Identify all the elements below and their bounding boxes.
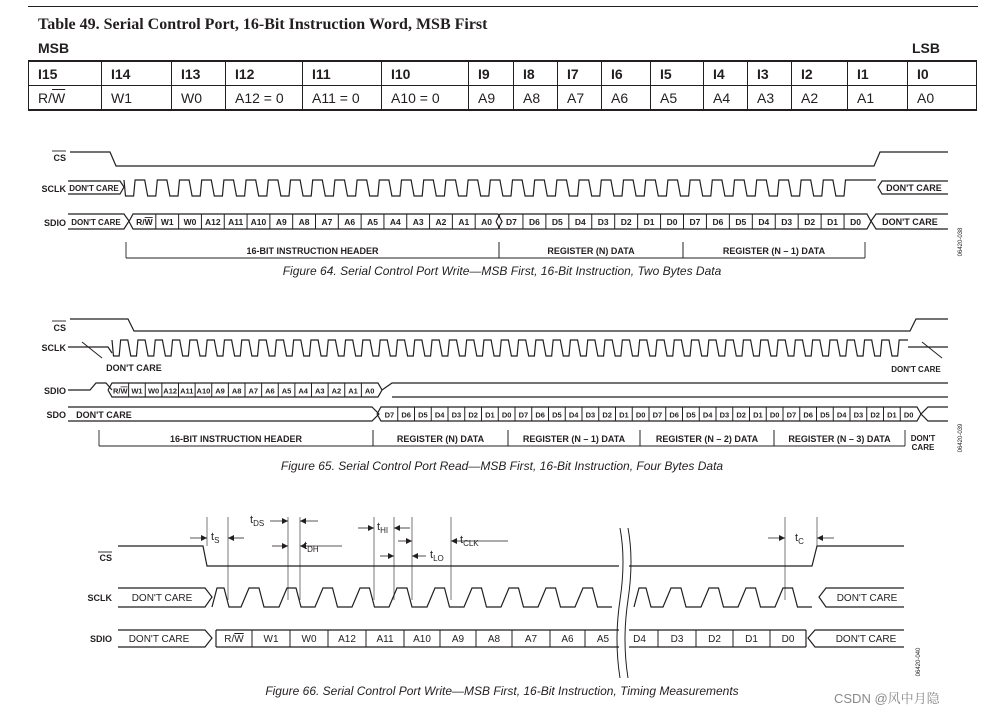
fig64-header-bit: A11	[228, 217, 244, 227]
fig65-data-bit: D7	[384, 410, 395, 420]
fig66-bit: A8	[487, 634, 501, 645]
bit-value-cell: A9	[469, 86, 514, 111]
fig64-header-bit: A8	[298, 217, 310, 227]
fig66-timing-tc: $t_C$	[795, 532, 804, 546]
fig65-data-bit: D7	[652, 410, 663, 420]
fig66-bit: A12	[338, 634, 356, 645]
fig66-bit: D3	[670, 634, 684, 645]
bit-value-cell: A6	[602, 86, 651, 111]
fig65-group-label: REGISTER (N – 1) DATA	[522, 434, 626, 444]
fig65-header-bit: A0	[364, 386, 375, 396]
fig64-group-label: REGISTER (N – 1) DATA	[722, 246, 826, 256]
fig66-bit: D2	[708, 634, 721, 645]
fig65-data-bit: D0	[635, 410, 646, 420]
fig64-header-bit: R/W	[136, 217, 153, 227]
fig65-sclk-dc-hatch	[82, 342, 102, 358]
fig66-sdio-label: SDIO	[89, 634, 112, 644]
bit-value-cell: A5	[651, 86, 704, 111]
fig66-bit: D1	[745, 634, 758, 645]
bit-value-cell: A3	[748, 86, 792, 111]
fig64-caption: Figure 64. Serial Control Port Write—MSB First, 16-Bit Instruction, Two Bytes Data	[282, 264, 722, 278]
bit-header-cell: I14	[102, 61, 172, 86]
fig64-header-bit: A3	[412, 217, 424, 227]
fig65-sdo-label: SDO	[46, 410, 66, 420]
fig64-group-label: REGISTER (N) DATA	[547, 246, 635, 256]
fig65-data-bit: D4	[568, 410, 579, 420]
fig65-data-bit: D3	[451, 410, 462, 420]
bit-header-cell: I9	[469, 61, 514, 86]
bit-header-cell: I1	[848, 61, 908, 86]
fig64-data-bit: D1	[827, 217, 839, 227]
fig65-sclk-dc-hatch-r	[922, 342, 942, 358]
fig65-data-bit: D4	[702, 410, 713, 420]
fig64-header-bit: A7	[321, 217, 333, 227]
fig66-side-id: 06420-040	[916, 647, 922, 677]
fig65-data-bit: D4	[836, 410, 847, 420]
bit-header-cell: I4	[704, 61, 748, 86]
fig65-data-bit: D1	[887, 410, 897, 420]
bit-value-cell: A8	[514, 86, 558, 111]
fig65-data-bit: D2	[870, 410, 880, 420]
fig64-data-bit: D0	[666, 217, 678, 227]
fig66-bit: W0	[301, 634, 317, 645]
fig66-sclk-dontcare-text: DON'T CARE	[131, 593, 193, 604]
fig65-sclk-waveform	[112, 340, 908, 356]
bit-value-cell: $R/\overline{W}$	[29, 86, 102, 111]
fig65-data-bit: D2	[602, 410, 612, 420]
fig65-header-bit: W1	[131, 386, 143, 396]
fig65-data-bit: D0	[903, 410, 914, 420]
fig64-header-bit: W1	[160, 217, 174, 227]
fig66-bit: D4	[633, 634, 646, 645]
fig64-cs-label: CS	[53, 153, 66, 163]
fig64-header-bit: A4	[389, 217, 401, 227]
fig65-data-bit: D2	[468, 410, 478, 420]
fig65-side-id: 06420-039	[958, 423, 964, 453]
fig64-sdio-dontcare-text: DON'T CARE	[71, 218, 121, 227]
bit-header-cell: I7	[558, 61, 602, 86]
fig66-bit: W1	[263, 634, 279, 645]
table-title: Table 49. Serial Control Port, 16-Bit Instruction Word, MSB First	[38, 16, 488, 33]
fig64-header-bit: W0	[183, 217, 197, 227]
fig66-timing-tds: $t_{DS}$	[250, 514, 265, 528]
fig65-header-bit: A7	[248, 386, 259, 396]
bit-header-cell: I6	[602, 61, 651, 86]
fig65-sclk-dontcare: DON'T CARE	[106, 363, 162, 373]
fig65-sdio-pre	[68, 383, 112, 390]
fig65-sclk-label: SCLK	[41, 343, 66, 353]
fig65-dontcare-end-2: CARE	[911, 443, 935, 452]
fig64-header-bit: A2	[435, 217, 447, 227]
fig66-timing-ts: $t_S$	[211, 531, 220, 545]
fig64-header-bit: A5	[367, 217, 378, 227]
fig65-dontcare-end-1: DON'T	[910, 434, 936, 443]
fig64-sdio-dontcare-text-r: DON'T CARE	[882, 217, 938, 227]
bit-header-cell: I0	[908, 61, 977, 86]
fig66-bit: R/W	[224, 634, 244, 645]
fig66-sclk-dontcare-text-r: DON'T CARE	[836, 593, 898, 604]
bit-value-cell: A1	[848, 86, 908, 111]
fig65-data-bit: D6	[401, 410, 411, 420]
fig64-header-bit: A0	[481, 217, 493, 227]
fig65-header-bit: A1	[348, 386, 358, 396]
bit-value-cell: A4	[704, 86, 748, 111]
fig64-side-id: 06420-038	[958, 227, 964, 257]
bit-value-cell: A10 = 0	[382, 86, 469, 111]
fig64-sclk-waveform	[124, 180, 876, 196]
fig65-group-label: REGISTER (N – 3) DATA	[788, 434, 891, 444]
fig65-sdo-end	[921, 407, 948, 421]
fig64-data-bit: D2	[620, 217, 632, 227]
fig66-timing-thi: $t_{HI}$	[377, 521, 389, 535]
fig65-data-bit: D1	[619, 410, 629, 420]
fig64-sdio-label: SDIO	[43, 218, 66, 228]
fig64-header-bit: A12	[205, 217, 221, 227]
fig65-header-bit: A4	[298, 386, 308, 396]
fig65-cs-label: CS	[53, 323, 66, 333]
fig66-sclk-label: SCLK	[87, 593, 112, 603]
bit-value-cell: W0	[172, 86, 226, 111]
fig66-caption: Figure 66. Serial Control Port Write—MSB First, 16-Bit Instruction, Timing Measurements	[265, 684, 739, 698]
fig66-sdio-dontcare-text: DON'T CARE	[128, 634, 190, 645]
bit-value-cell: W1	[102, 86, 172, 111]
fig65-group-label: REGISTER (N – 2) DATA	[655, 434, 759, 444]
fig65-header-bit: A5	[281, 386, 292, 396]
fig66-bit: A6	[561, 634, 574, 645]
fig64-header-bit: A9	[275, 217, 287, 227]
fig64-header-bit: A10	[250, 217, 267, 227]
fig65-header-bit: A10	[196, 386, 211, 396]
fig66-cs-label: CS	[99, 553, 112, 563]
fig65-caption: Figure 65. Serial Control Port Read—MSB First, 16-Bit Instruction, Four Bytes Data	[280, 459, 724, 473]
bit-header-cell: I10	[382, 61, 469, 86]
fig64-sclk-dontcare-text-r: DON'T CARE	[886, 183, 942, 193]
fig64-data-bit: D3	[597, 217, 609, 227]
fig65-data-bit: D5	[820, 410, 830, 420]
bit-header-cell: I15	[29, 61, 102, 86]
fig65-header-bit: A6	[265, 386, 275, 396]
bit-value-cell: A7	[558, 86, 602, 111]
fig65-data-bit: D4	[434, 410, 445, 420]
bit-header-cell: I11	[303, 61, 382, 86]
fig65-data-bit: D5	[418, 410, 428, 420]
bit-header-cell: I8	[514, 61, 558, 86]
bit-value-cell: A12 = 0	[226, 86, 303, 111]
fig66-cs-waveform	[118, 546, 904, 566]
fig65-sdio-post	[382, 383, 948, 390]
fig64-data-bit: D0	[850, 217, 861, 227]
fig64-data-bit: D1	[643, 217, 655, 227]
fig65-header-bit: A11	[180, 386, 194, 396]
cs-waveform	[70, 319, 948, 331]
fig65-data-bit: D3	[585, 410, 596, 420]
fig66-sdio-dontcare-text-r: DON'T CARE	[835, 634, 897, 645]
fig65-group-label: REGISTER (N) DATA	[396, 434, 485, 444]
fig65-data-bit: D1	[753, 410, 763, 420]
fig65-data-bit: D1	[485, 410, 495, 420]
fig65-sdio-label: SDIO	[43, 386, 66, 396]
lsb-label: LSB	[912, 40, 940, 56]
fig65-data-bit: D3	[719, 410, 730, 420]
bit-value-cell: A2	[792, 86, 848, 111]
fig65-data-bit: D3	[853, 410, 864, 420]
fig64-data-bit: D5	[735, 217, 747, 227]
fig64-data-bit: D5	[551, 217, 563, 227]
fig65-data-bit: D5	[686, 410, 696, 420]
fig65-header-bit: A12	[163, 386, 178, 396]
fig65-data-bit: D6	[669, 410, 679, 420]
fig64-data-bit: D4	[758, 217, 770, 227]
fig66-bit: D0	[781, 634, 795, 645]
fig64-data-bit: D2	[804, 217, 816, 227]
bit-value-cell: A11 = 0	[303, 86, 382, 111]
fig65-data-bit: D0	[769, 410, 780, 420]
fig65-data-bit: D2	[736, 410, 746, 420]
fig66-timing-tdh: $t_{DH}$	[304, 540, 319, 554]
cs-waveform	[70, 152, 948, 166]
fig64-sclk-label: SCLK	[41, 184, 66, 194]
fig65-header-bit: A3	[315, 386, 325, 396]
fig66-timing-tlo: $t_{LO}$	[430, 549, 444, 563]
fig65-header-bit: R/W	[113, 386, 128, 396]
fig64-header-bit: A1	[458, 217, 470, 227]
fig65-sclk-dontcare-r: DON'T CARE	[891, 365, 941, 374]
fig64-group-label: 16-BIT INSTRUCTION HEADER	[246, 246, 379, 256]
fig65-data-bit: D7	[786, 410, 797, 420]
fig65-header-bit: A2	[331, 386, 342, 396]
fig65-header-bit: A9	[215, 386, 225, 396]
fig65-group-label: 16-BIT INSTRUCTION HEADER	[169, 434, 303, 444]
fig64-data-bit: D4	[574, 217, 586, 227]
bit-header-cell: I5	[651, 61, 704, 86]
fig64-data-bit: D7	[689, 217, 701, 227]
fig64-data-bit: D7	[506, 217, 517, 227]
fig65-data-bit: D7	[518, 410, 529, 420]
fig65-data-bit: D6	[803, 410, 813, 420]
fig66-bit: A10	[413, 634, 431, 645]
fig65-header-bit: A8	[231, 386, 242, 396]
bit-header-cell: I12	[226, 61, 303, 86]
fig65-data-bit: D5	[552, 410, 562, 420]
fig66-bit: A11	[376, 634, 394, 645]
fig66-timing-tclk: $t_{CLK}$	[460, 534, 479, 548]
bit-header-cell: I3	[748, 61, 792, 86]
fig64-header-bit: A6	[344, 217, 356, 227]
msb-label: MSB	[38, 40, 70, 56]
bit-header-cell: I13	[172, 61, 226, 86]
fig64-data-bit: D3	[781, 217, 793, 227]
fig65-sdo-dontcare-text: DON'T CARE	[76, 410, 132, 420]
watermark: CSDN @风中月隐	[834, 691, 940, 706]
fig64-data-bit: D6	[712, 217, 724, 227]
fig64-sclk-dontcare-text: DON'T CARE	[69, 184, 119, 193]
fig65-header-bit: W0	[147, 386, 160, 396]
fig66-bit: A7	[524, 634, 538, 645]
fig65-data-bit: D6	[535, 410, 545, 420]
fig66-bit: A5	[596, 634, 610, 645]
fig66-bit: A9	[451, 634, 465, 645]
bit-header-cell: I2	[792, 61, 848, 86]
fig65-data-bit: D0	[501, 410, 512, 420]
bit-value-cell: A0	[908, 86, 977, 111]
fig64-data-bit: D6	[528, 217, 540, 227]
